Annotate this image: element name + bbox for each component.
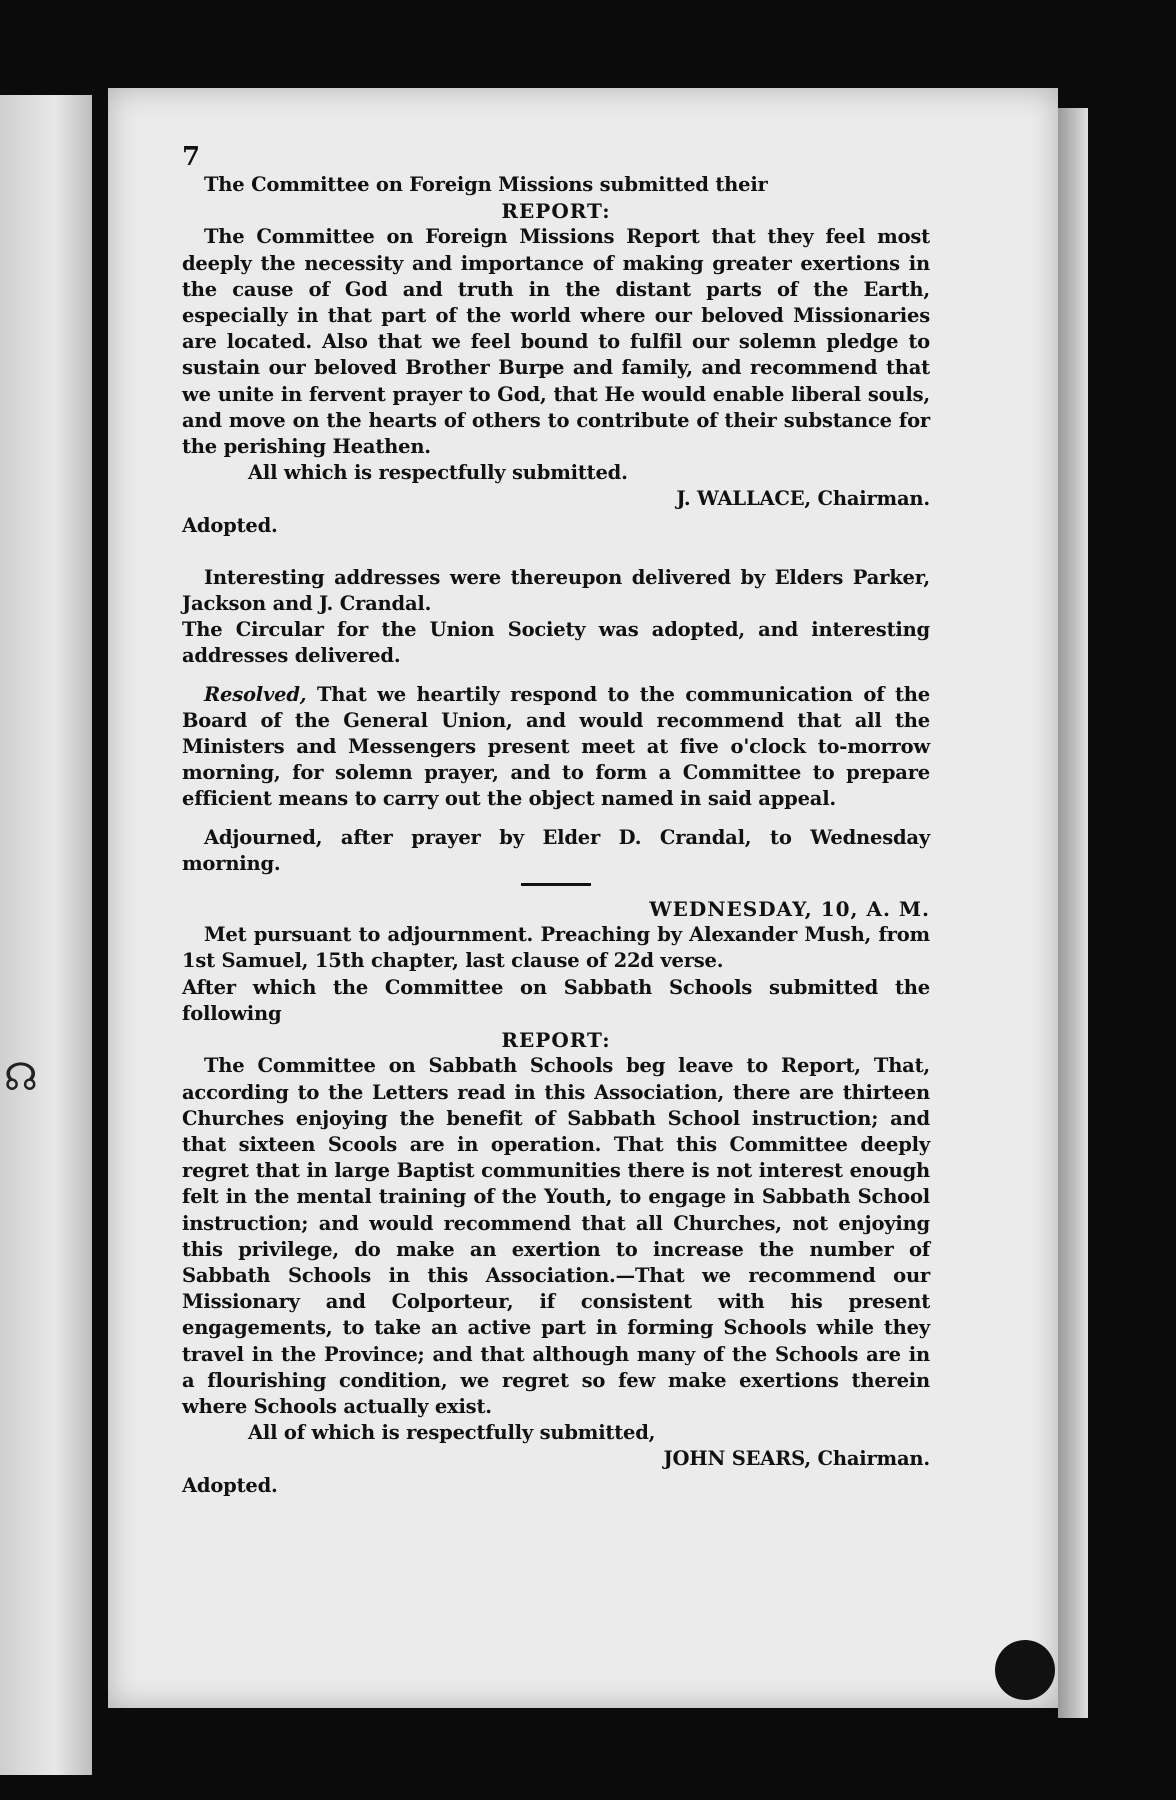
wednesday-met-paragraph: Met pursuant to adjournment. Preaching by Alexander Mush, from 1st Samuel, 15th chapter, last clause of 22d verse. (182, 923, 930, 973)
sabbath-schools-closing: All of which is respectfully submitted, (248, 1421, 656, 1445)
report-heading-sabbath: REPORT: (501, 1028, 611, 1053)
page-number: 7 (182, 142, 200, 172)
foreign-missions-signature: J. WALLACE, Chairman. (676, 487, 930, 511)
wednesday-after-paragraph: After which the Committee on Sabbath Schools submitted the following (182, 975, 930, 1025)
sabbath-schools-signature: JOHN SEARS, Chairman. (663, 1447, 930, 1471)
resolved-paragraph (182, 682, 930, 813)
foreign-missions-closing: All which is respectfully submitted. (248, 461, 628, 485)
wednesday-heading: WEDNESDAY, 10, A. M. (649, 897, 930, 922)
facing-page-edge (0, 95, 92, 1775)
foreign-missions-report: The Committee on Foreign Missions Report that they feel most deeply the necessity and importance of making greater exertions in the cause of God and truth in the distant parts of the Earth, especially in that part of the world where our beloved Missionaries are located. Also that we feel bound to fulfil our solemn pledge to sustain our beloved Brother Burpe and family, and recommend that we unite in fervent prayer to God, that He would enable liberal souls, and move on the hearts of others to contribute of their substance for the perishing Heathen. (182, 225, 930, 459)
margin-mark: ☊ (4, 1055, 38, 1099)
addresses-paragraph: Interesting addresses were thereupon delivered by Elders Parker, Jackson and J. Crandal. (182, 565, 930, 616)
foreign-missions-intro: The Committee on Foreign Missions submitted their (204, 173, 768, 196)
page-text (182, 142, 930, 1499)
circular-paragraph: The Circular for the Union Society was adopted, and interesting addresses delivered. (182, 618, 930, 668)
report-heading-foreign: REPORT: (501, 199, 611, 224)
foreign-missions-adopted: Adopted. (182, 513, 278, 537)
ink-blot (995, 1640, 1055, 1700)
resolved-text: That we heartily respond to the communication of the Board of the General Union, and would recommend that all the Ministers and Messengers present meet at five o'clock to-morrow morning, for solemn prayer, and to form a Committee to prepare efficient means to carry out the object named in said appeal. (182, 682, 930, 811)
sabbath-schools-report: The Committee on Sabbath Schools beg leave to Report, That, according to the Letters read in this Association, there are thirteen Churches enjoying the benefit of Sabbath School instruction; and that sixteen Scools are in operation. That this Committee deeply regret that in large Baptist communities there is not interest enough felt in the mental training of the Youth, to engage in Sabbath School instruction; and would recommend that all Churches, not enjoying this privilege, do make an exertion to increase the number of Sabbath Schools in this Association.—That we recommend our Missionary and Colporteur, if consistent with his present engagements, to take an active part in forming Schools while they travel in the Province; and that although many of the Schools are in a flourishing condition, we regret so few make exertions therein where Schools actually exist. (182, 1054, 930, 1418)
adjourned-paragraph: Adjourned, after prayer by Elder D. Crandal, to Wednesday morning. (182, 825, 930, 875)
resolved-label: Resolved, (204, 682, 307, 706)
page-edge-right (1058, 108, 1088, 1718)
section-divider (521, 883, 591, 886)
sabbath-schools-adopted: Adopted. (182, 1473, 278, 1497)
